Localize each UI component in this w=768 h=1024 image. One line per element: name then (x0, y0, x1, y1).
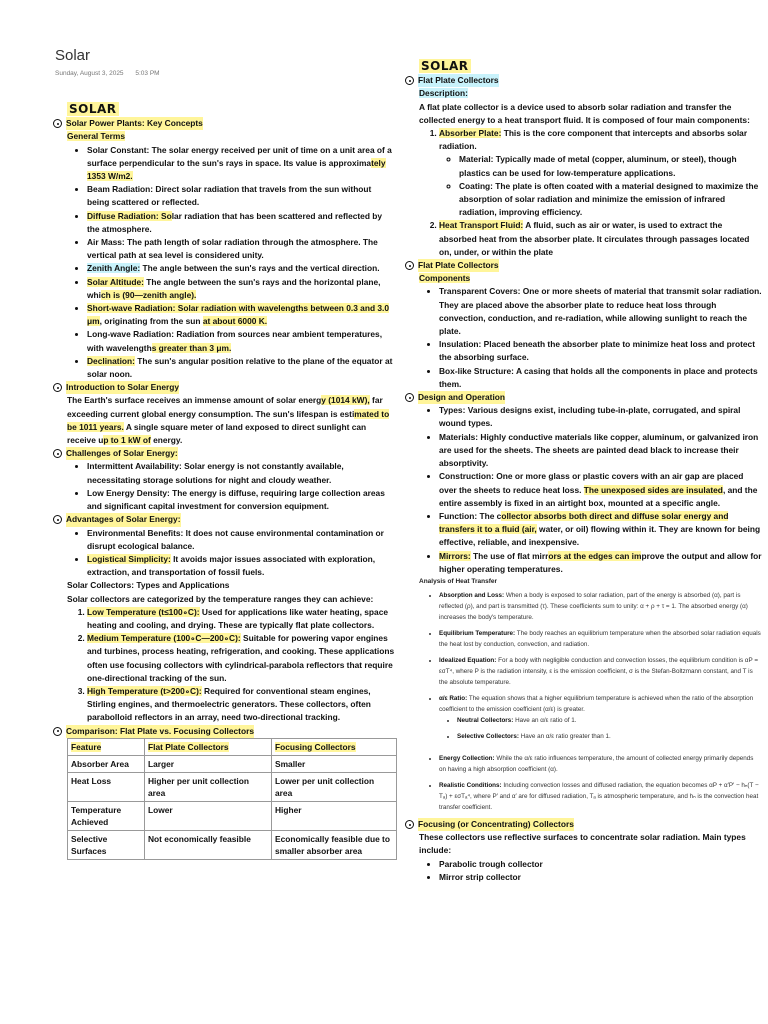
table-row (68, 755, 397, 772)
section-title: Comparison: Flat Plate vs. Focusing Collectors (66, 725, 254, 738)
list-item: • Absorption and Loss: When a body is exposed to solar radiation, part of the energy is absorbed (α), part is reflected (ρ), and part is transmitted (τ). These coefficients sum to unity: α + ρ + τ = 1. The absorbed energy (α) increases the body's temperature. (439, 590, 762, 623)
list-item: • Materials: Highly conductive materials like copper, aluminum, or galvanized iron are used for the sheets. The sheets are painted dead black to increase their absorptivity. (439, 431, 762, 471)
table-header-cell: Feature (68, 738, 145, 755)
list-item: • Solar Constant: The solar energy received per unit of time on a unit area of a surface perpendicular to the sun's rays in space. Its value is approximately 1353 W/m2. (87, 144, 395, 184)
table-header-row (68, 738, 397, 755)
section-challenges[interactable] (53, 447, 395, 460)
list-item: • Equilibrium Temperature: The body reaches an equilibrium temperature when the absorbed solar radiation equals the heat lost by conduction, convection, and radiation. (439, 628, 762, 650)
table-cell: Lower (145, 801, 272, 830)
list-item: • Function: The collector absorbs both direct and diffuse solar energy and transfers it to a fluid (air, water, or oil) flowing within it. They are known for being effective, reliable, and inexpensive. (439, 510, 762, 550)
paragraph: Solar Collectors: Types and Applications (67, 580, 230, 591)
list-item: • Declination: The sun's angular position relative to the plane of the equator at solar noon. (87, 355, 395, 381)
table-row (68, 801, 397, 830)
advantages-list (67, 527, 395, 580)
section-focusing-collectors[interactable] (405, 818, 762, 831)
list-item: • Environmental Benefits: It does not cause environmental contamination or disrupt ecological balance. (87, 527, 395, 553)
collapse-bullet-icon[interactable] (405, 393, 414, 402)
section-flat-plate-components[interactable] (405, 259, 762, 272)
collapse-bullet-icon[interactable] (53, 515, 62, 524)
list-item: 1. Absorber Plate: This is the core component that intercepts and absorbs solar radiation. ◦ Material: Typically made of metal (copper, aluminum, or steel), though plastics can be used for low-temperature applications. ◦ Coating: The plate is often coated with a material designed to maximize the absorption of solar radiation and minimize the emission of infrared radiation, improving efficiency. (439, 127, 762, 219)
paragraph: A flat plate collector is a device used to absorb solar radiation and transfer the collected energy to a heat transport fluid. It is composed of four main components: (419, 101, 750, 125)
section-title: Flat Plate Collectors (418, 74, 499, 87)
list-item: • Long-wave Radiation: Radiation from sources near ambient temperatures, with wavelengths greater than 3 μm. (87, 328, 395, 354)
list-item: • Construction: One or more glass or plastic covers with an air gap are placed over the sheets to reduce heat loss. The unexposed sides are insulated, and the entire assembly is fixed in an airtight box, mounted at a specific angle. (439, 470, 762, 510)
list-item: 3. High Temperature (t>200∘C): Required for conventional steam engines, Stirling engines, and thermoelectric generators. These collectors, often parabolloid reflectors in an array, need two-directional tracking. (87, 685, 395, 725)
section-key-concepts[interactable] (53, 117, 395, 130)
list-item: • Mirror strip collector (439, 871, 762, 884)
subheading: General Terms (67, 131, 126, 142)
page-title: Solar (55, 47, 91, 64)
table-cell: Smaller (272, 755, 397, 772)
list-item: • Solar Altitude: The angle between the sun's rays and the horizontal plane, which is (90—zenith angle). (87, 276, 395, 302)
list-item: ◦ Coating: The plate is often coated with a material designed to maximize the absorption of solar radiation and minimize the emission of infrared radiation, improving efficiency. (459, 180, 762, 220)
subheading: Components (419, 273, 471, 284)
collapse-bullet-icon[interactable] (405, 820, 414, 829)
section-title: Focusing (or Concentrating) Collectors (418, 818, 574, 831)
table-row (68, 830, 397, 859)
list-item: • Parabolic trough collector (439, 858, 762, 871)
list-item: • Types: Various designs exist, including tube-in-plate, corrugated, and spiral wound types. (439, 404, 762, 430)
list-item: • Box-like Structure: A casing that holds all the components in place and protects them. (439, 365, 762, 391)
paragraph: Solar collectors are categorized by the temperature ranges they can achieve: (67, 593, 374, 604)
challenges-list (67, 460, 395, 513)
components-bullet-list (419, 285, 762, 391)
collapse-bullet-icon[interactable] (53, 449, 62, 458)
list-item: • Insulation: Placed beneath the absorber plate to minimize heat loss and protect the absorbing surface. (439, 338, 762, 364)
list-item: • Selective Collectors: Have an α/ε ratio greater than 1. (457, 731, 762, 742)
section-title: Advantages of Solar Energy: (66, 513, 181, 526)
subheading: Description: (419, 88, 468, 99)
list-item: • Low Energy Density: The energy is diffuse, requiring large collection areas and significant capital investment for conversion equipment. (87, 487, 395, 513)
list-item: 1. Low Temperature (t≤100∘C): Used for applications like water heating, space heating and cooling, and drying. These are typically flat plate collectors. (87, 606, 395, 632)
right-column (407, 60, 762, 884)
section-title: Flat Plate Collectors (418, 259, 499, 272)
list-item: • Idealized Equation: For a body with negligible conduction and convection losses, the equilibrium condition is αP = εσT⁴, where P is the radiation intensity, ε is the emission coefficient, σ is the Stefan-Boltzmann constant, and T is the absolute temperature. (439, 655, 762, 688)
section-advantages[interactable] (53, 513, 395, 526)
collapse-bullet-icon[interactable] (53, 119, 62, 128)
section-introduction[interactable] (53, 381, 395, 394)
table-row (68, 772, 397, 801)
list-item: • Intermittent Availability: Solar energy is not constantly available, necessitating storage solutions for night and cloudy weather. (87, 460, 395, 486)
section-title: Challenges of Solar Energy: (66, 447, 178, 460)
section-design-operation[interactable] (405, 391, 762, 404)
list-item: 2. Heat Transport Fluid: A fluid, such as air or water, is used to extract the absorbed heat from the absorber plate. It circulates through passages located on, under, or within the plate (439, 219, 762, 259)
section-flat-plate-description[interactable] (405, 74, 762, 87)
table-cell: Heat Loss (68, 772, 145, 801)
time-text: 5:03 PM (135, 70, 160, 77)
table-cell: Temperature Achieved (68, 801, 145, 830)
collapse-bullet-icon[interactable] (405, 261, 414, 270)
paragraph: These collectors use reflective surfaces to concentrate solar radiation. Main types include: (419, 832, 746, 856)
table-cell: Higher (272, 801, 397, 830)
table-cell: Economically feasible due to smaller absorber area (272, 830, 397, 859)
table-cell: Absorber Area (68, 755, 145, 772)
table-cell: Lower per unit collection area (272, 772, 397, 801)
paragraph: The Earth's surface receives an immense amount of solar energy (1014 kW), far exceeding current global energy consumption. The sun's lifespan is estimated to be 1011 years. A single square meter of land exposed to direct sunlight can receive up to 1 kW of energy. (67, 395, 390, 446)
list-item: • Short-wave Radiation: Solar radiation with wavelengths between 0.3 and 3.0 μm, originating from the sun at about 6000 K. (87, 302, 395, 328)
page-date (55, 70, 170, 77)
general-terms-list (67, 144, 395, 382)
focusing-types-list (419, 858, 762, 884)
collapse-bullet-icon[interactable] (405, 76, 414, 85)
temperature-list (67, 606, 395, 725)
list-item: • Diffuse Radiation: Solar radiation that has been scattered and reflected by the atmosphere. (87, 210, 395, 236)
list-item: • Air Mass: The path length of solar radiation through the atmosphere. The vertical path at sea level is considered unity. (87, 236, 395, 262)
list-item: • Beam Radiation: Direct solar radiation that travels from the sun without being scattered or reflected. (87, 183, 395, 209)
list-item: • Realistic Conditions: Including convection losses and diffused radiation, the equation becomes αP + α′P′ − hₙ(T − Tₐ) + εσTₐ⁴, where P′ and α′ are for diffused radiation, Tₐ is atmospheric temperature, and hₙ is the convection heat transfer coefficient. (439, 780, 762, 813)
date-text: Sunday, August 3, 2025 (55, 70, 124, 77)
list-item: • Neutral Collectors: Have an α/ε ratio of 1. (457, 715, 762, 726)
table-header-cell: Focusing Collectors (272, 738, 397, 755)
list-item: • Zenith Angle: The angle between the sun's rays and the vertical direction. (87, 262, 395, 275)
list-item: • α/ε Ratio: The equation shows that a higher equilibrium temperature is achieved when the ratio of the absorption coefficient to the emission coefficient (α/ε) is greater. • Neutral Collectors: Have an α/ε ratio of 1. • Selective Collectors: Have an α/ε ratio greater than 1. (439, 693, 762, 742)
collapse-bullet-icon[interactable] (53, 383, 62, 392)
solar-heading: SOLAR (69, 102, 117, 116)
list-item: 2. Medium Temperature (100∘C—200∘C): Suitable for powering vapor engines and turbines, process heating, refrigeration, and cooking. These applications often use focusing collectors with cylindrical-parabola reflectors that require one-directional tracking of the sun. (87, 632, 395, 685)
section-title: Design and Operation (418, 391, 505, 404)
collapse-bullet-icon[interactable] (53, 727, 62, 736)
table-header-cell: Flat Plate Collectors (145, 738, 272, 755)
components-list (419, 127, 762, 259)
solar-heading: SOLAR (421, 59, 469, 73)
list-item: • Energy Collection: While the α/ε ratio influences temperature, the amount of collected energy primarily depends on having a high absorption coefficient (α). (439, 753, 762, 775)
section-title: Solar Power Plants: Key Concepts (66, 117, 203, 130)
left-column (55, 103, 395, 860)
table-cell: Larger (145, 755, 272, 772)
table-cell: Not economically feasible (145, 830, 272, 859)
table-cell: Selective Surfaces (68, 830, 145, 859)
heat-transfer-title: Analysis of Heat Transfer (419, 577, 498, 585)
section-title: Introduction to Solar Energy (66, 381, 179, 394)
section-comparison[interactable] (53, 725, 395, 738)
heat-transfer-analysis (407, 576, 762, 813)
design-list (419, 404, 762, 576)
list-item: • Transparent Covers: One or more sheets of material that transmit solar radiation. They are placed above the absorber plate to reduce heat loss through convection, conduction, and re-radiation, while allowing sunlight to reach the plate. (439, 285, 762, 338)
list-item: • Logistical Simplicity: It avoids major issues associated with exploration, extraction, and transportation of fossil fuels. (87, 553, 395, 579)
table-cell: Higher per unit collection area (145, 772, 272, 801)
comparison-table (67, 738, 397, 860)
list-item: • Mirrors: The use of flat mirrors at the edges can improve the output and allow for higher operating temperatures. (439, 550, 762, 576)
list-item: ◦ Material: Typically made of metal (copper, aluminum, or steel), though plastics can be used for low-temperature applications. (459, 153, 762, 179)
